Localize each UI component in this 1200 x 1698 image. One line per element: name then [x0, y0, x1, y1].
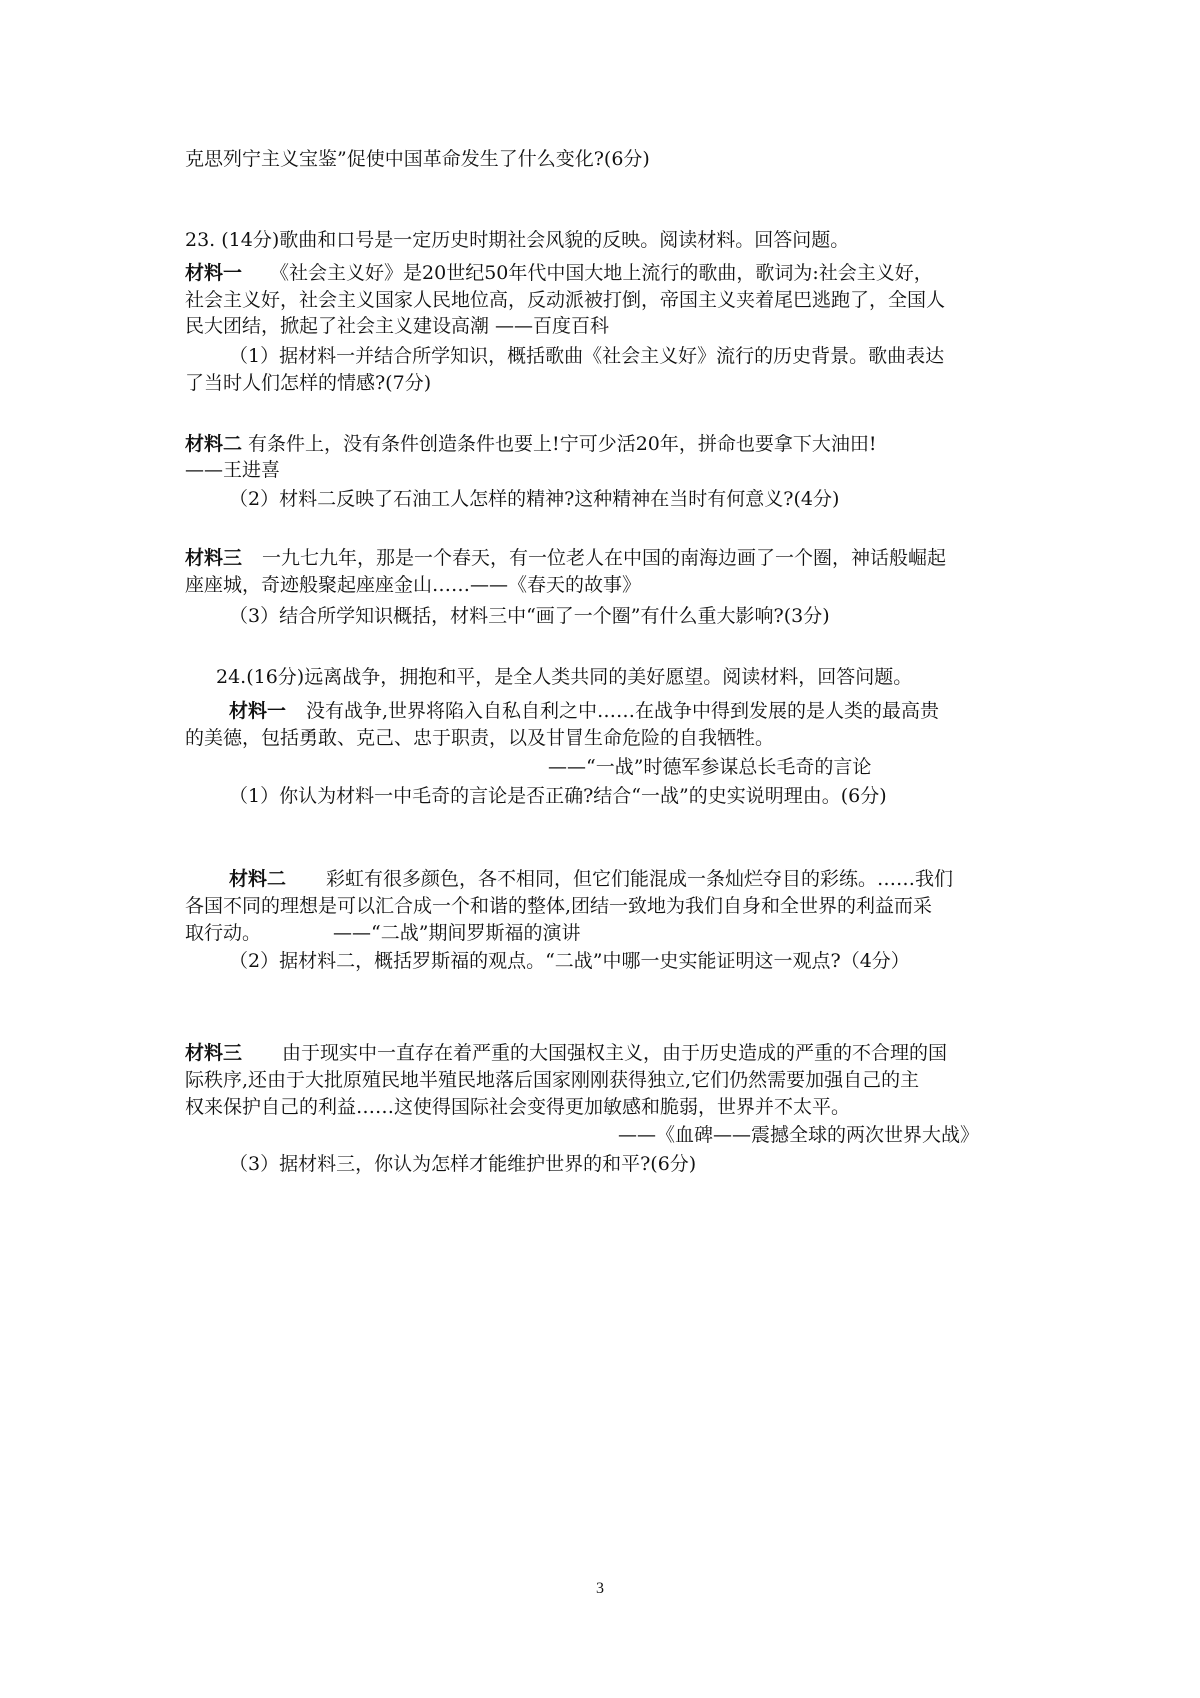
q24-material-2-line-1: [229, 866, 953, 892]
q24-material-1-line-1: [229, 698, 939, 724]
material-label: 材料三: [185, 1042, 243, 1064]
material-text: 没有战争,世界将陷入自私自利之中……在战争中得到发展的是人类的最高贵: [306, 700, 940, 722]
material-source: ——“二战”期间罗斯福的演讲: [333, 922, 581, 944]
material-label: 材料三: [185, 547, 243, 569]
q24-material-1-line-2: 的美德，包括勇敢、克己、忠于职责，以及甘冒生命危险的自我牺牲。: [185, 727, 775, 749]
material-label: 材料一: [185, 262, 243, 284]
q24-material-2-line-2: 各国不同的理想是可以汇合成一个和谐的整体,团结一致地为我们自身和全世界的利益而采: [185, 895, 933, 917]
q24-header: 24.(16分)远离战争，拥抱和平，是全人类共同的美好愿望。阅读材料，回答问题。: [216, 666, 913, 688]
q24-question-1: （1）你认为材料一中毛奇的言论是否正确?结合“一战”的史实说明理由。(6分): [229, 785, 887, 807]
q23-material-3-line-1: [185, 545, 946, 571]
q23-material-1-line-2: 社会主义好，社会主义国家人民地位高，反动派被打倒，帝国主义夹着尾巴逃跑了，全国人: [185, 289, 946, 311]
q23-material-3-line-2: 座座城，奇迹般聚起座座金山……——《春天的故事》: [185, 574, 642, 596]
material-text: 一九七九年，那是一个春天，有一位老人在中国的南海边画了一个圈，神话般崛起: [262, 547, 947, 569]
q23-material-1-line-1: [185, 260, 933, 286]
material-label: 材料二: [185, 433, 243, 455]
material-label: 材料一: [229, 700, 287, 722]
q24-material-3-line-1: [185, 1040, 947, 1066]
q23-question-2: （2）材料二反映了石油工人怎样的精神?这种精神在当时有何意义?(4分): [229, 488, 840, 510]
q23-question-1-line-2: 了当时人们怎样的情感?(7分): [185, 372, 432, 394]
q24-material-2-line-3: [185, 920, 580, 946]
material-text: 有条件上，没有条件创造条件也要上!宁可少活20年，拼命也要拿下大油田!: [242, 433, 877, 455]
q22-continuation: 克思列宁主义宝鉴”促使中国革命发生了什么变化?(6分): [185, 148, 650, 170]
q24-question-3: （3）据材料三，你认为怎样才能维护世界的和平?(6分): [229, 1153, 697, 1175]
q24-material-3-source: ——《血碑——震撼全球的两次世界大战》: [618, 1124, 980, 1146]
material-text: 由于现实中一直存在着严重的大国强权主义，由于历史造成的严重的不合理的国: [282, 1042, 948, 1064]
q24-material-3-line-3: 权来保护自己的利益……这使得国际社会变得更加敏感和脆弱，世界并不太平。: [185, 1096, 851, 1118]
q23-material-2-source: ——王进喜: [185, 459, 281, 481]
page-number: 3: [596, 1580, 604, 1597]
q23-header: 23. (14分)歌曲和口号是一定历史时期社会风貌的反映。阅读材料。回答问题。: [185, 229, 850, 251]
q24-question-2: （2）据材料二，概括罗斯福的观点。“二战”中哪一史实能证明这一观点?（4分）: [229, 950, 910, 972]
q23-question-3: （3）结合所学知识概括，材料三中“画了一个圈”有什么重大影响?(3分): [229, 605, 830, 627]
material-label: 材料二: [229, 868, 287, 890]
q23-material-1-line-3: 民大团结，掀起了社会主义建设高潮 ——百度百科: [185, 315, 610, 337]
q24-material-3-line-2: 际秩序,还由于大批原殖民地半殖民地落后国家刚刚获得独立,它们仍然需要加强自己的主: [185, 1069, 920, 1091]
material-text: 彩虹有很多颜色，各不相同，但它们能混成一条灿烂夺目的彩练。……我们: [326, 868, 954, 890]
q23-material-2-line-1: [185, 431, 877, 457]
q24-material-1-source: ——“一战”时德军参谋总长毛奇的言论: [548, 756, 872, 778]
q23-question-1-line-1: （1）据材料一并结合所学知识，概括歌曲《社会主义好》流行的历史背景。歌曲表达: [229, 345, 945, 367]
material-text: 取行动。: [185, 922, 262, 944]
material-text: 《社会主义好》是20世纪50年代中国大地上流行的歌曲，歌词为:社会主义好，: [270, 262, 933, 284]
